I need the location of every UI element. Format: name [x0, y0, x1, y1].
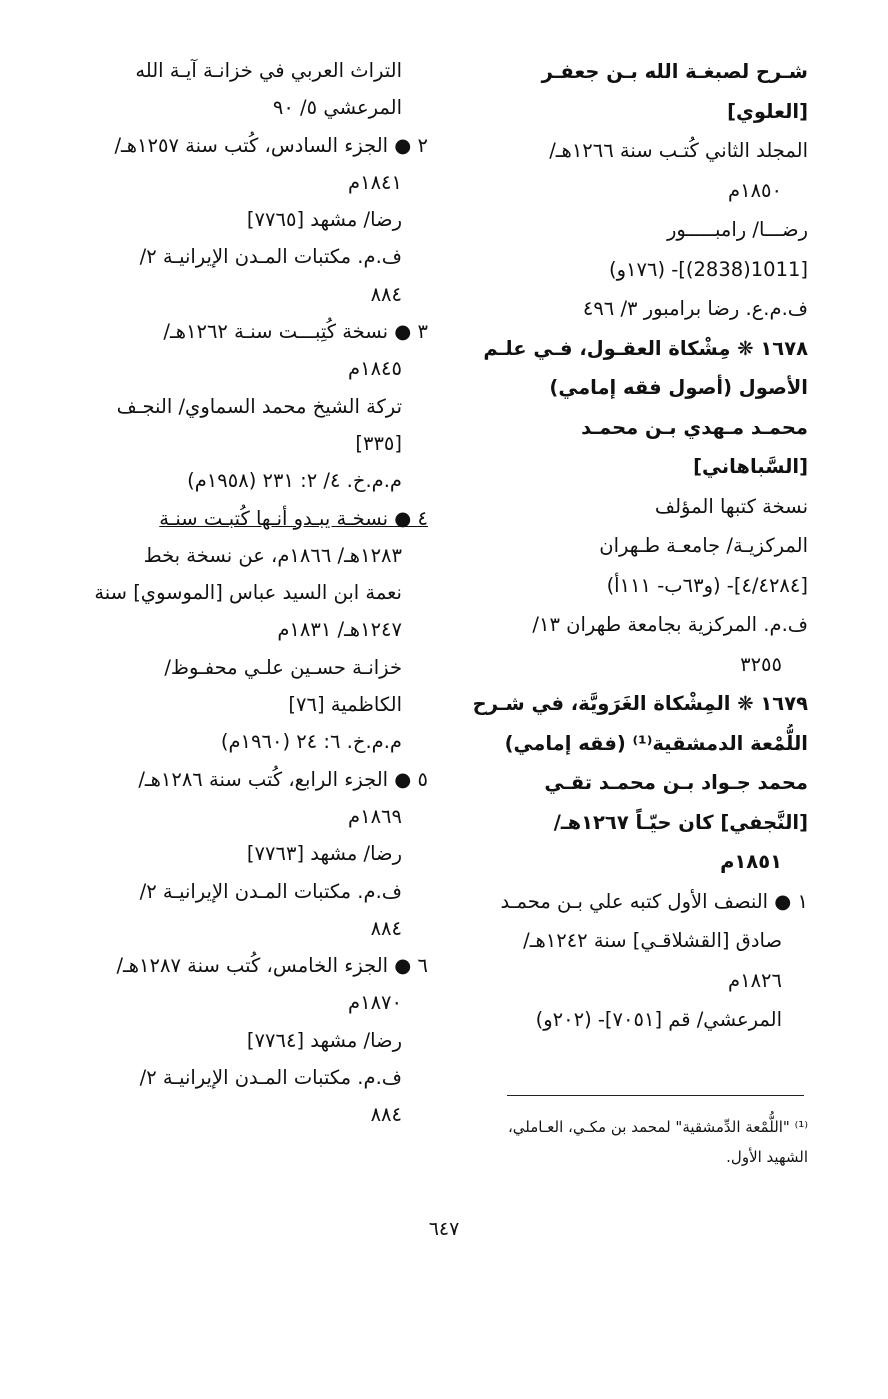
left-column-line: المرعشي ٥/ ٩٠: [272, 96, 402, 120]
left-column-line: ١٢٤٧هـ/ ١٨٣١م: [277, 618, 402, 642]
left-column-line: رضا/ مشهد [٧٧٦٣]: [246, 842, 402, 866]
left-column-line: ١٨٦٩م: [348, 804, 402, 828]
left-column-line: ف.م. مكتبات المـدن الإيرانيـة ٢/: [139, 879, 402, 903]
left-column-line: تركة الشيخ محمد السماوي/ النجـف: [116, 394, 402, 418]
left-column-line: ١٨٤١م: [348, 170, 402, 194]
right-column-line: محمد جـواد بـن محمـد تقـي: [544, 771, 808, 794]
left-column-line: ١٨٤٥م: [348, 357, 402, 381]
right-column-line: [1011(2838)]- (١٧٦و): [608, 257, 808, 281]
right-column-line: نسخة كتبها المؤلف: [654, 494, 808, 518]
page-number: ٦٤٧: [428, 1218, 460, 1240]
left-column-line: ف.م. مكتبات المـدن الإيرانيـة ٢/: [139, 245, 402, 269]
right-column-line: ١٦٧٨ ❋ مِشْكاة العقـول، فـي علـم: [483, 336, 808, 360]
left-column-line: [٣٣٥]: [355, 431, 402, 455]
right-column-line: ف.م.ع. رضا برامبور ٣/ ٤٩٦: [582, 297, 808, 320]
right-column-line: [العلوي]: [727, 99, 808, 123]
right-column-line: المجلد الثاني كُتـب سنة ١٢٦٦هـ/: [549, 139, 808, 162]
right-column-line: ف.م. المركزية بجامعة طهران ١٣/: [532, 613, 808, 636]
left-column-line: ٦ ● الجزء الخامس، كُتب سنة ١٢٨٧هـ/: [116, 954, 428, 978]
right-column-line: شـرح لصبغـة الله بـن جعفـر: [541, 60, 808, 83]
right-column-line: ١٨٥٠م: [728, 178, 782, 202]
left-column-line: التراث العربي في خزانـة آيـة الله: [135, 59, 402, 82]
right-column-line: ١٦٧٩ ❋ المِشْكاة الغَرَويَّة، في شـرح: [472, 692, 808, 715]
right-column-line: [٤/٤٢٨٤]- (و٦٣ب- ١١١أ): [606, 573, 808, 597]
right-column-line: ٣٢٥٥: [740, 652, 782, 676]
left-column-line: ٨٨٤: [370, 282, 402, 306]
left-column-line: رضا/ مشهد [٧٧٦٤]: [246, 1028, 402, 1052]
left-column-line: رضا/ مشهد [٧٧٦٥]: [246, 208, 402, 232]
right-column-line: المرعشي/ قم [٧٠٥١]- (٢٠٢و): [535, 1008, 782, 1031]
left-column-line: ٨٨٤: [370, 1103, 402, 1127]
left-column-line: ٣ ● نسخة كُتِبـــت سنـة ١٢٦٢هـ/: [163, 320, 428, 344]
right-column-line: صادق [القشلاقـي] سنة ١٢٤٢هـ/: [523, 929, 782, 952]
footnote-rule: [507, 1095, 804, 1096]
right-column-line: [النَّجفي] كان حيّـاً ١٢٦٧هـ/: [553, 810, 808, 834]
underlined-text: ٤ ● نسخـة يبـدو أنـها كُتبـت سنـة: [159, 506, 428, 530]
right-column: [470, 52, 808, 1040]
left-column-line: ف.م. مكتبات المـدن الإيرانيـة ٢/: [139, 1066, 402, 1090]
left-column-line: ٥ ● الجزء الرابع، كُتب سنة ١٢٨٦هـ/: [138, 767, 428, 791]
left-column-line: ١٨٧٠م: [348, 991, 402, 1015]
right-column-line: محمـد مـهدي بـن محمـد: [581, 415, 808, 439]
right-column-line: ١٨٢٦م: [728, 968, 782, 992]
footnote: [470, 1112, 808, 1172]
footnote-line-1: ⁽¹⁾ "اللُّمْعة الدِّمشقية" لمحمد بن مكـي، العـاملي،: [507, 1118, 808, 1136]
left-column-line: الكاظمية [٧٦]: [288, 693, 402, 717]
right-column-line: رضـــا/ رامبـــــور: [666, 218, 808, 241]
left-column-line: خزانـة حسـين علـي محفـوظ/: [164, 655, 402, 679]
left-column-line: [80, 500, 428, 537]
right-column-line: ١٨٥١م: [720, 850, 782, 873]
left-column-line: م.م.خ. ٤/ ٢: ٢٣١ (١٩٥٨م): [187, 469, 402, 493]
right-column-line: اللُّمْعة الدمشقية⁽¹⁾ (فقه إمامي): [504, 731, 808, 755]
footnote-line-2: الشهيد الأول.: [726, 1148, 808, 1166]
left-column-line: م.م.خ. ٦: ٢٤ (١٩٦٠م): [220, 730, 402, 754]
left-column: [80, 52, 428, 1134]
left-column-line: ٨٨٤: [370, 916, 402, 940]
left-column-line: نعمة ابن السيد عباس [الموسوي] سنة: [94, 581, 402, 605]
right-column-line: [السَّباهاني]: [693, 455, 808, 478]
left-column-line: ١٢٨٣هـ/ ١٨٦٦م، عن نسخة بخط: [143, 543, 402, 567]
right-column-line: ١ ● النصف الأول كتبه علي بـن محمـد: [500, 889, 808, 913]
left-column-line: ٢ ● الجزء السادس، كُتب سنة ١٢٥٧هـ/: [114, 133, 428, 157]
right-column-line: المركزيـة/ جامعـة طـهران: [599, 534, 808, 557]
right-column-line: الأصول (أصول فقه إمامي): [549, 376, 808, 399]
